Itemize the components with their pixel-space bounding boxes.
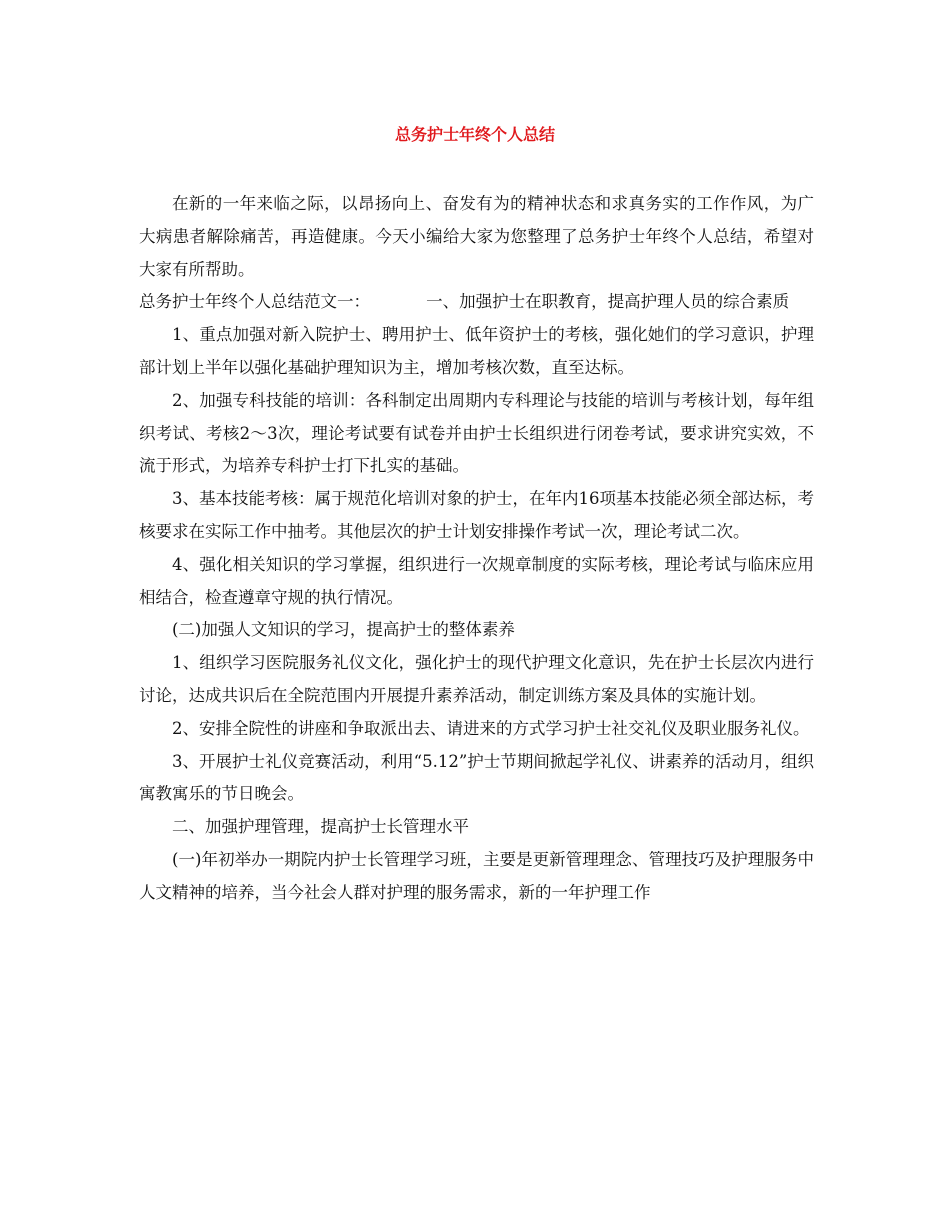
paragraph-item-1: 1、重点加强对新入院护士、聘用护士、低年资护士的考核，强化她们的学习意识，护理部计划上半年以强化基础护理知识为主，增加考核次数，直至达标。 [139,325,814,377]
paragraph-sub-item-1: 1、组织学习医院服务礼仪文化，强化护士的现代护理文化意识，先在护士长层次内进行讨论，达成共识后在全院范围内开展提升素养活动，制定训练方案及具体的实施计划。 [139,653,814,705]
paragraph-section-heading [139,286,814,319]
paragraph-item-2: 2、加强专科技能的培训：各科制定出周期内专科理论与技能的培训与考核计划，每年组织考试、考核2～3次，理论考试要有试卷并由护士长组织进行闭卷考试，要求讲究实效，不流于形式，为培养专科护士打下扎实的基础。 [139,390,814,476]
paragraph-subsection-2: (二)加强人文知识的学习，提高护士的整体素养 [172,620,515,640]
paragraph-item-4: 4、强化相关知识的学习掌握，组织进行一次规章制度的实际考核，理论考试与临床应用相结合，检查遵章守规的执行情况。 [139,554,814,607]
section-heading-text: 一、加强护士在职教育，提高护理人员的综合素质 [426,292,790,312]
paragraph-intro: 在新的一年来临之际，以昂扬向上、奋发有为的精神状态和求真务实的工作作风，为广大病患者解除痛苦，再造健康。今天小编给大家为您整理了总务护士年终个人总结，希望对大家有所帮助。 [139,194,814,279]
sample-label: 总务护士年终个人总结范文一： [139,292,370,312]
document-body [139,188,814,910]
paragraph-item-3: 3、基本技能考核：属于规范化培训对象的护士，在年内16项基本技能必须全部达标，考核要求在实际工作中抽考。其他层次的护士计划安排操作考试一次，理论考试二次。 [139,489,814,541]
paragraph-sub-item-2: 2、安排全院性的讲座和争取派出去、请进来的方式学习护士社交礼仪及职业服务礼仪。 [172,718,810,738]
paragraph-sub-item-3: 3、开展护士礼仪竞赛活动，利用“5.12”护士节期间掀起学礼仪、讲素养的活动月，组织寓教寓乐的节日晚会。 [139,751,814,804]
document-title: 总务护士年终个人总结 [394,125,555,144]
paragraph-section-2: 二、加强护理管理，提高护士长管理水平 [172,817,469,837]
paragraph-section-2-item-1: (一)年初举办一期院内护士长管理学习班，主要是更新管理理念、管理技巧及护理服务中人文精神的培养，当今社会人群对护理的服务需求，新的一年护理工作 [139,849,814,902]
